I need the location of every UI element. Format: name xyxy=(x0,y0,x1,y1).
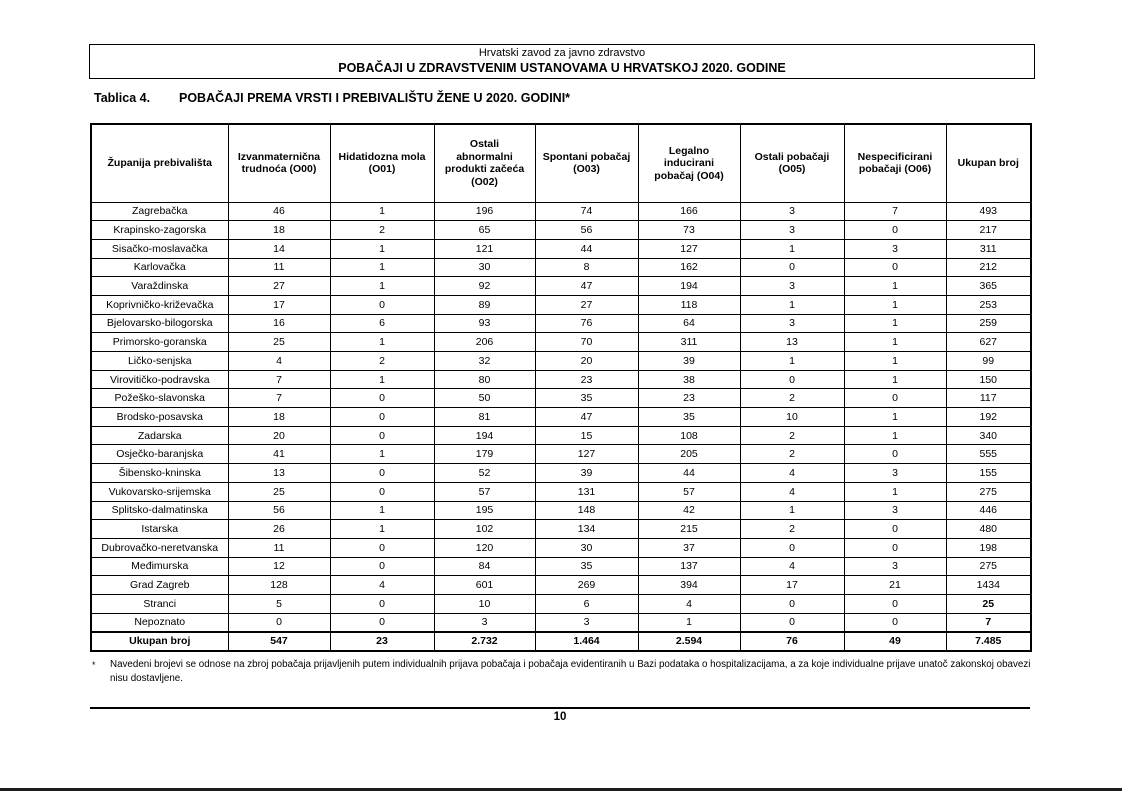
value-cell: 206 xyxy=(434,333,535,352)
county-name-cell: Varaždinska xyxy=(91,277,228,296)
value-cell: 0 xyxy=(228,613,330,632)
value-cell: 17 xyxy=(228,295,330,314)
value-cell: 127 xyxy=(535,445,638,464)
value-cell: 23 xyxy=(330,632,434,651)
value-cell: 102 xyxy=(434,520,535,539)
value-cell: 76 xyxy=(740,632,844,651)
value-cell: 10 xyxy=(740,408,844,427)
county-name-cell: Krapinsko-zagorska xyxy=(91,221,228,240)
value-cell: 2 xyxy=(740,426,844,445)
value-cell: 1 xyxy=(330,258,434,277)
page-bottom-edge xyxy=(0,788,1122,791)
value-cell: 35 xyxy=(638,408,740,427)
county-name-cell: Karlovačka xyxy=(91,258,228,277)
value-cell: 2 xyxy=(740,520,844,539)
county-name-cell: Vukovarsko-srijemska xyxy=(91,482,228,501)
county-name-cell: Zadarska xyxy=(91,426,228,445)
value-cell: 44 xyxy=(638,464,740,483)
value-cell: 0 xyxy=(330,295,434,314)
county-name-cell: Istarska xyxy=(91,520,228,539)
column-header: Ukupan broj xyxy=(946,124,1031,202)
table-row xyxy=(91,295,1031,314)
table-row xyxy=(91,445,1031,464)
value-cell: 65 xyxy=(434,221,535,240)
row-total-cell: 275 xyxy=(946,557,1031,576)
county-name-cell: Grad Zagreb xyxy=(91,576,228,595)
value-cell: 0 xyxy=(740,370,844,389)
county-name-cell: Primorsko-goranska xyxy=(91,333,228,352)
value-cell: 47 xyxy=(535,277,638,296)
row-total-cell: 117 xyxy=(946,389,1031,408)
row-total-cell: 446 xyxy=(946,501,1031,520)
column-header: Izvanmaternična trudnoća (O00) xyxy=(228,124,330,202)
report-title: POBAČAJI U ZDRAVSTVENIM USTANOVAMA U HRVATSKOJ 2020. GODINE xyxy=(338,61,786,75)
value-cell: 15 xyxy=(535,426,638,445)
row-total-cell: 25 xyxy=(946,594,1031,613)
table-caption-title: POBAČAJI PREMA VRSTI I PREBIVALIŠTU ŽENE U 2020. GODINI* xyxy=(179,91,571,105)
column-header: Ostali abnormalni produkti začeća (O02) xyxy=(434,124,535,202)
table-row xyxy=(91,239,1031,258)
value-cell: 25 xyxy=(228,482,330,501)
county-name-cell: Međimurska xyxy=(91,557,228,576)
value-cell: 42 xyxy=(638,501,740,520)
row-total-cell: 493 xyxy=(946,202,1031,221)
footer-rule xyxy=(90,707,1030,709)
value-cell: 4 xyxy=(740,482,844,501)
county-name-cell: Nepoznato xyxy=(91,613,228,632)
value-cell: 215 xyxy=(638,520,740,539)
value-cell: 56 xyxy=(535,221,638,240)
value-cell: 1 xyxy=(844,482,946,501)
row-total-cell: 7.485 xyxy=(946,632,1031,651)
value-cell: 1 xyxy=(844,352,946,371)
row-total-cell: 259 xyxy=(946,314,1031,333)
value-cell: 1 xyxy=(740,352,844,371)
value-cell: 1 xyxy=(844,370,946,389)
value-cell: 39 xyxy=(638,352,740,371)
value-cell: 1 xyxy=(844,408,946,427)
value-cell: 2 xyxy=(330,221,434,240)
value-cell: 13 xyxy=(228,464,330,483)
value-cell: 3 xyxy=(535,613,638,632)
value-cell: 128 xyxy=(228,576,330,595)
value-cell: 21 xyxy=(844,576,946,595)
value-cell: 0 xyxy=(844,389,946,408)
table-row xyxy=(91,408,1031,427)
row-total-cell: 150 xyxy=(946,370,1031,389)
value-cell: 0 xyxy=(844,538,946,557)
table-row xyxy=(91,277,1031,296)
value-cell: 166 xyxy=(638,202,740,221)
county-name-cell: Koprivničko-križevačka xyxy=(91,295,228,314)
value-cell: 39 xyxy=(535,464,638,483)
county-name-cell: Splitsko-dalmatinska xyxy=(91,501,228,520)
value-cell: 41 xyxy=(228,445,330,464)
value-cell: 118 xyxy=(638,295,740,314)
value-cell: 35 xyxy=(535,389,638,408)
value-cell: 73 xyxy=(638,221,740,240)
value-cell: 3 xyxy=(740,202,844,221)
county-name-cell: Šibensko-kninska xyxy=(91,464,228,483)
value-cell: 194 xyxy=(434,426,535,445)
value-cell: 1.464 xyxy=(535,632,638,651)
value-cell: 20 xyxy=(535,352,638,371)
footnote xyxy=(92,658,1032,685)
column-header: Ostali pobačaji (O05) xyxy=(740,124,844,202)
table-row xyxy=(91,464,1031,483)
table-row xyxy=(91,576,1031,595)
value-cell: 57 xyxy=(434,482,535,501)
value-cell: 0 xyxy=(844,594,946,613)
value-cell: 93 xyxy=(434,314,535,333)
value-cell: 1 xyxy=(844,333,946,352)
value-cell: 1 xyxy=(330,333,434,352)
value-cell: 92 xyxy=(434,277,535,296)
value-cell: 2 xyxy=(740,445,844,464)
value-cell: 3 xyxy=(844,464,946,483)
value-cell: 57 xyxy=(638,482,740,501)
table-row xyxy=(91,258,1031,277)
county-name-cell: Virovitičko-podravska xyxy=(91,370,228,389)
value-cell: 13 xyxy=(740,333,844,352)
value-cell: 1 xyxy=(330,370,434,389)
table-header-row xyxy=(91,124,1031,202)
value-cell: 11 xyxy=(228,258,330,277)
row-total-cell: 217 xyxy=(946,221,1031,240)
value-cell: 127 xyxy=(638,239,740,258)
value-cell: 601 xyxy=(434,576,535,595)
table-row xyxy=(91,482,1031,501)
value-cell: 64 xyxy=(638,314,740,333)
table-row xyxy=(91,538,1031,557)
row-total-cell: 311 xyxy=(946,239,1031,258)
table-row xyxy=(91,613,1031,632)
table-row xyxy=(91,314,1031,333)
value-cell: 3 xyxy=(434,613,535,632)
value-cell: 3 xyxy=(740,277,844,296)
table-row xyxy=(91,426,1031,445)
column-header: Legalno inducirani pobačaj (O04) xyxy=(638,124,740,202)
value-cell: 35 xyxy=(535,557,638,576)
value-cell: 32 xyxy=(434,352,535,371)
footnote-text: Navedeni brojevi se odnose na zbroj pobačaja prijavljenih putem individualnih prijava pobačaja i pobačaja evidentiranih u Bazi podataka o hospitalizacijama, a za koje individualne prijave unatoč zakonskoj obavezi nisu dostavljene. xyxy=(110,659,1031,684)
value-cell: 2 xyxy=(740,389,844,408)
value-cell: 1 xyxy=(330,202,434,221)
value-cell: 37 xyxy=(638,538,740,557)
table-caption-label: Tablica 4. xyxy=(94,91,151,105)
value-cell: 0 xyxy=(330,482,434,501)
value-cell: 25 xyxy=(228,333,330,352)
value-cell: 47 xyxy=(535,408,638,427)
page-number: 10 xyxy=(553,711,567,723)
value-cell: 14 xyxy=(228,239,330,258)
value-cell: 3 xyxy=(740,221,844,240)
table-caption xyxy=(94,91,570,105)
row-total-cell: 555 xyxy=(946,445,1031,464)
value-cell: 23 xyxy=(638,389,740,408)
row-total-cell: 192 xyxy=(946,408,1031,427)
value-cell: 195 xyxy=(434,501,535,520)
value-cell: 4 xyxy=(740,557,844,576)
column-header: Spontani pobačaj (O03) xyxy=(535,124,638,202)
value-cell: 131 xyxy=(535,482,638,501)
table-body xyxy=(91,202,1031,651)
value-cell: 74 xyxy=(535,202,638,221)
value-cell: 2 xyxy=(330,352,434,371)
value-cell: 0 xyxy=(330,389,434,408)
table-row xyxy=(91,221,1031,240)
value-cell: 0 xyxy=(844,221,946,240)
value-cell: 1 xyxy=(638,613,740,632)
row-total-cell: 99 xyxy=(946,352,1031,371)
row-total-cell: 1434 xyxy=(946,576,1031,595)
county-name-cell: Ličko-senjska xyxy=(91,352,228,371)
value-cell: 4 xyxy=(228,352,330,371)
value-cell: 8 xyxy=(535,258,638,277)
column-header: Hidatidozna mola (O01) xyxy=(330,124,434,202)
value-cell: 7 xyxy=(844,202,946,221)
value-cell: 46 xyxy=(228,202,330,221)
value-cell: 6 xyxy=(330,314,434,333)
value-cell: 1 xyxy=(844,314,946,333)
value-cell: 6 xyxy=(535,594,638,613)
value-cell: 0 xyxy=(844,258,946,277)
institution-name: Hrvatski zavod za javno zdravstvo xyxy=(478,47,646,59)
value-cell: 137 xyxy=(638,557,740,576)
value-cell: 16 xyxy=(228,314,330,333)
value-cell: 0 xyxy=(330,557,434,576)
value-cell: 0 xyxy=(844,445,946,464)
table-row xyxy=(91,202,1031,221)
value-cell: 17 xyxy=(740,576,844,595)
value-cell: 4 xyxy=(740,464,844,483)
value-cell: 0 xyxy=(740,594,844,613)
value-cell: 4 xyxy=(330,576,434,595)
county-name-cell: Bjelovarsko-bilogorska xyxy=(91,314,228,333)
county-name-cell: Dubrovačko-neretvanska xyxy=(91,538,228,557)
value-cell: 1 xyxy=(844,426,946,445)
value-cell: 108 xyxy=(638,426,740,445)
value-cell: 1 xyxy=(740,501,844,520)
value-cell: 0 xyxy=(740,258,844,277)
value-cell: 0 xyxy=(844,520,946,539)
value-cell: 194 xyxy=(638,277,740,296)
value-cell: 23 xyxy=(535,370,638,389)
value-cell: 56 xyxy=(228,501,330,520)
value-cell: 3 xyxy=(844,557,946,576)
value-cell: 120 xyxy=(434,538,535,557)
county-name-cell: Ukupan broj xyxy=(91,632,228,651)
row-total-cell: 253 xyxy=(946,295,1031,314)
value-cell: 0 xyxy=(740,538,844,557)
value-cell: 18 xyxy=(228,221,330,240)
column-header: Županija prebivališta xyxy=(91,124,228,202)
footnote-marker: * xyxy=(92,660,96,670)
value-cell: 0 xyxy=(330,426,434,445)
table-total-row xyxy=(91,632,1031,651)
value-cell: 196 xyxy=(434,202,535,221)
row-total-cell: 480 xyxy=(946,520,1031,539)
value-cell: 162 xyxy=(638,258,740,277)
value-cell: 134 xyxy=(535,520,638,539)
value-cell: 3 xyxy=(844,501,946,520)
value-cell: 0 xyxy=(330,408,434,427)
value-cell: 2.732 xyxy=(434,632,535,651)
value-cell: 4 xyxy=(638,594,740,613)
report-header-box xyxy=(89,44,1035,79)
value-cell: 38 xyxy=(638,370,740,389)
value-cell: 30 xyxy=(535,538,638,557)
value-cell: 121 xyxy=(434,239,535,258)
value-cell: 84 xyxy=(434,557,535,576)
county-name-cell: Zagrebačka xyxy=(91,202,228,221)
table-row xyxy=(91,501,1031,520)
county-name-cell: Osječko-baranjska xyxy=(91,445,228,464)
value-cell: 12 xyxy=(228,557,330,576)
value-cell: 3 xyxy=(844,239,946,258)
value-cell: 148 xyxy=(535,501,638,520)
value-cell: 1 xyxy=(330,277,434,296)
value-cell: 1 xyxy=(330,501,434,520)
row-total-cell: 275 xyxy=(946,482,1031,501)
value-cell: 0 xyxy=(330,538,434,557)
value-cell: 0 xyxy=(330,464,434,483)
value-cell: 0 xyxy=(330,594,434,613)
value-cell: 0 xyxy=(740,613,844,632)
value-cell: 11 xyxy=(228,538,330,557)
table-row xyxy=(91,594,1031,613)
value-cell: 80 xyxy=(434,370,535,389)
row-total-cell: 198 xyxy=(946,538,1031,557)
county-name-cell: Brodsko-posavska xyxy=(91,408,228,427)
value-cell: 7 xyxy=(228,370,330,389)
value-cell: 1 xyxy=(330,239,434,258)
value-cell: 0 xyxy=(330,613,434,632)
value-cell: 50 xyxy=(434,389,535,408)
table-row xyxy=(91,333,1031,352)
value-cell: 547 xyxy=(228,632,330,651)
value-cell: 27 xyxy=(228,277,330,296)
row-total-cell: 212 xyxy=(946,258,1031,277)
row-total-cell: 340 xyxy=(946,426,1031,445)
abortions-by-county-table xyxy=(90,123,1032,652)
value-cell: 394 xyxy=(638,576,740,595)
value-cell: 1 xyxy=(844,277,946,296)
county-name-cell: Sisačko-moslavačka xyxy=(91,239,228,258)
county-name-cell: Stranci xyxy=(91,594,228,613)
value-cell: 1 xyxy=(844,295,946,314)
value-cell: 81 xyxy=(434,408,535,427)
value-cell: 1 xyxy=(330,520,434,539)
table-row xyxy=(91,557,1031,576)
value-cell: 311 xyxy=(638,333,740,352)
value-cell: 52 xyxy=(434,464,535,483)
row-total-cell: 365 xyxy=(946,277,1031,296)
row-total-cell: 155 xyxy=(946,464,1031,483)
value-cell: 26 xyxy=(228,520,330,539)
value-cell: 18 xyxy=(228,408,330,427)
value-cell: 5 xyxy=(228,594,330,613)
table-row xyxy=(91,520,1031,539)
value-cell: 76 xyxy=(535,314,638,333)
value-cell: 30 xyxy=(434,258,535,277)
table-row xyxy=(91,389,1031,408)
column-header: Nespecificirani pobačaji (O06) xyxy=(844,124,946,202)
value-cell: 49 xyxy=(844,632,946,651)
value-cell: 10 xyxy=(434,594,535,613)
value-cell: 1 xyxy=(740,239,844,258)
row-total-cell: 627 xyxy=(946,333,1031,352)
value-cell: 70 xyxy=(535,333,638,352)
table-row xyxy=(91,370,1031,389)
row-total-cell: 7 xyxy=(946,613,1031,632)
value-cell: 1 xyxy=(330,445,434,464)
value-cell: 2.594 xyxy=(638,632,740,651)
value-cell: 179 xyxy=(434,445,535,464)
value-cell: 269 xyxy=(535,576,638,595)
value-cell: 27 xyxy=(535,295,638,314)
table-row xyxy=(91,352,1031,371)
value-cell: 7 xyxy=(228,389,330,408)
value-cell: 44 xyxy=(535,239,638,258)
value-cell: 89 xyxy=(434,295,535,314)
value-cell: 205 xyxy=(638,445,740,464)
county-name-cell: Požeško-slavonska xyxy=(91,389,228,408)
value-cell: 0 xyxy=(844,613,946,632)
value-cell: 3 xyxy=(740,314,844,333)
value-cell: 1 xyxy=(740,295,844,314)
value-cell: 20 xyxy=(228,426,330,445)
